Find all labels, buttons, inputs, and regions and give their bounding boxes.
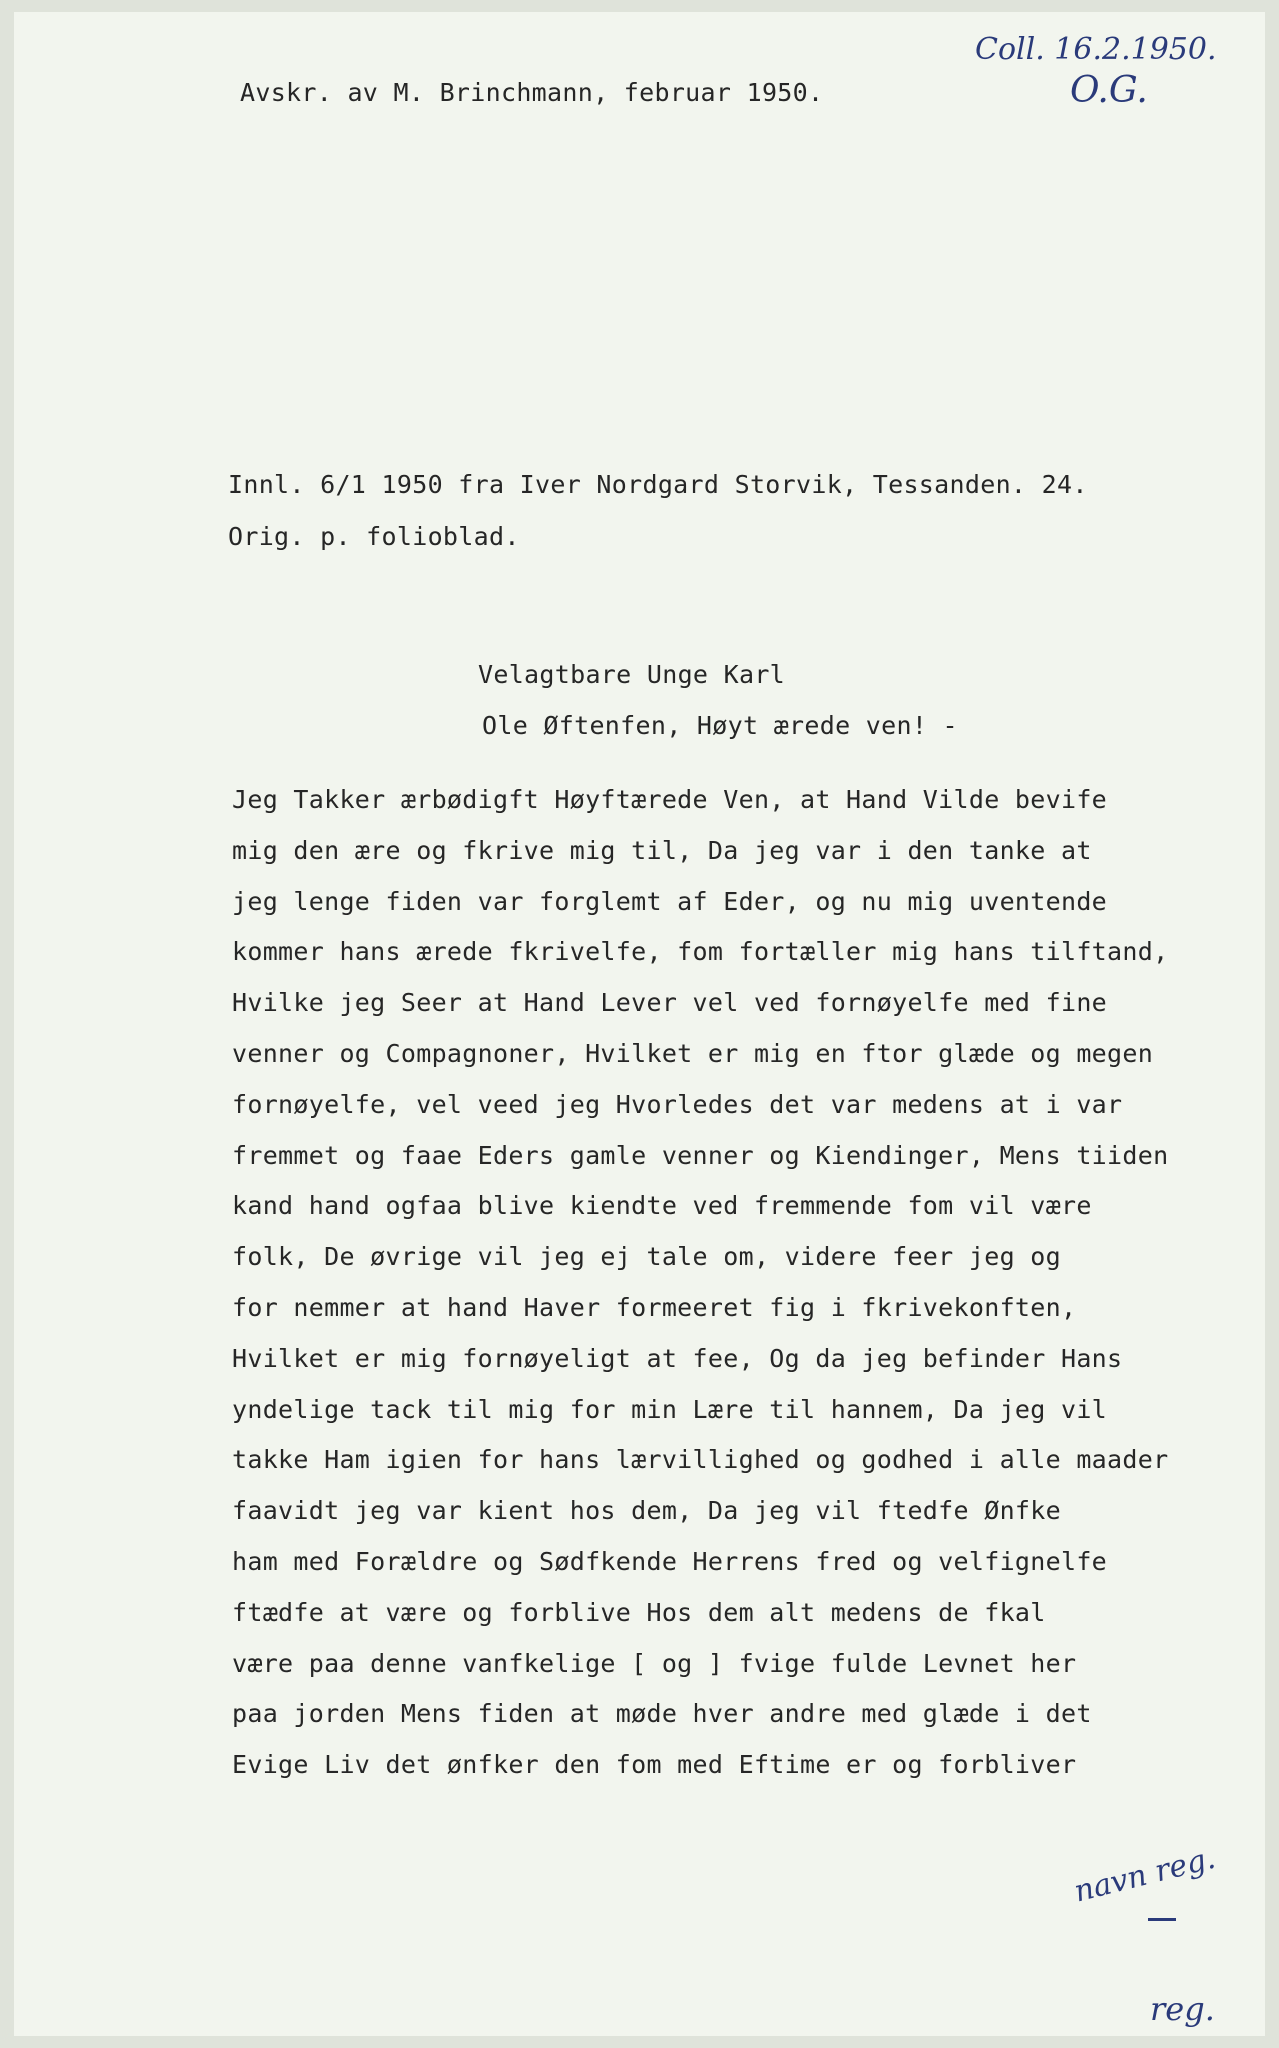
body-line: faavidt jeg var kient hos dem, Da jeg vil ftedfe Ønfke xyxy=(232,1496,1061,1526)
body-line: være paa denne vanfkelige [ og ] fvige fulde Levnet her xyxy=(232,1648,1077,1678)
initials: O.G. xyxy=(1070,70,1148,111)
body-line: ham med Forældre og Sødfkende Herrens fred og velfignelfe xyxy=(232,1546,1108,1576)
body-line: Evige Liv det ønfker den fom med Eftime er og forbliver xyxy=(232,1750,1077,1780)
body-line: folk, De øvrige vil jeg ej tale om, videre feer jeg og xyxy=(232,1242,1061,1272)
body-line: paa jorden Mens fiden at møde hver andre med glæde i det xyxy=(232,1699,1092,1729)
transcription-note: Avskr. av M. Brinchmann, februar 1950. xyxy=(240,78,824,107)
body-line: for nemmer at hand Haver formeeret fig i fkrivekonften, xyxy=(232,1292,1077,1322)
body-line: Hvilke jeg Seer at Hand Lever vel ved fornøyelfe med fine xyxy=(232,988,1108,1018)
collation-note: Coll. 16.2.1950. xyxy=(975,32,1217,67)
body-line: jeg lenge fiden var forglemt af Eder, og nu mig uventende xyxy=(232,886,1108,916)
receipt-line-1: Innl. 6/1 1950 fra Iver Nordgard Storvik, Tessanden. 24. xyxy=(228,470,1088,499)
margin-note-underline xyxy=(1148,1918,1176,1921)
body-line: Hvilket er mig fornøyeligt at fee, Og da jeg befinder Hans xyxy=(232,1343,1123,1373)
body-line: kommer hans ærede fkrivelfe, fom fortæller mig hans tilftand, xyxy=(232,937,1169,967)
body-line: fornøyelfe, vel veed jeg Hvorledes det var medens at i var xyxy=(232,1089,1123,1119)
margin-note-register: reg. xyxy=(1150,1990,1215,2028)
body-line: venner og Compagnoner, Hvilket er mig en ftor glæde og megen xyxy=(232,1038,1154,1068)
body-line: kand hand ogfaa blive kiendte ved fremmende fom vil være xyxy=(232,1191,1092,1221)
body-line: fremmet og faae Eders gamle venner og Kiendinger, Mens tiiden xyxy=(232,1140,1169,1170)
salutation-line-2: Ole Øftenfen, Høyt ærede ven! - xyxy=(482,711,958,740)
receipt-line-2: Orig. p. folioblad. xyxy=(228,522,520,551)
letter-body xyxy=(232,775,1168,1791)
body-line: Jeg Takker ærbødigft Høyftærede Ven, at Hand Vilde bevife xyxy=(232,785,1108,814)
salutation-line-1: Velagtbare Unge Karl xyxy=(478,660,786,689)
body-line: takke Ham igien for hans lærvillighed og godhed i alle maader xyxy=(232,1445,1169,1475)
body-line: ftædfe at være og forblive Hos dem alt medens de fkal xyxy=(232,1597,1046,1627)
margin-note-name-register: navn reg. xyxy=(1070,1840,1219,1910)
body-line: yndelige tack til mig for min Lære til hannem, Da jeg vil xyxy=(232,1394,1108,1424)
body-line: mig den ære og fkrive mig til, Da jeg var i den tanke at xyxy=(232,835,1092,865)
